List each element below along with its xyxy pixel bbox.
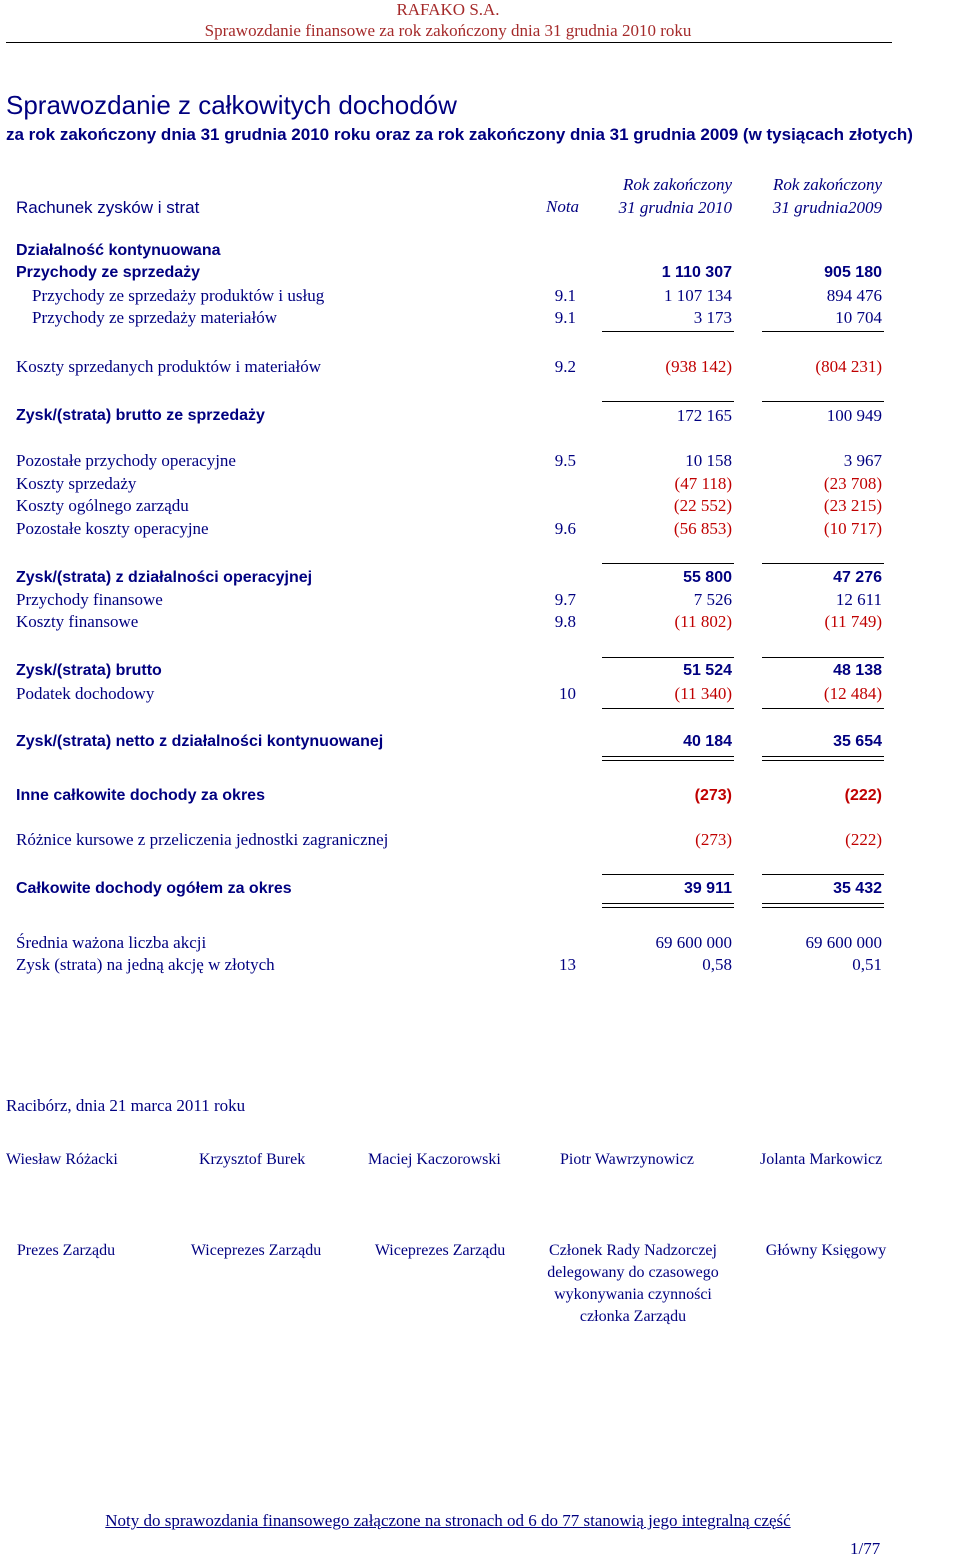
table-row (0, 954, 960, 976)
row-label: Zysk/(strata) brutto (16, 662, 162, 679)
table-row (0, 731, 960, 753)
value-2009: 905 180 (824, 264, 882, 281)
table-row (0, 473, 960, 495)
page-subtitle: za rok zakończony dnia 31 grudnia 2010 roku oraz za rok zakończony dnia 31 grudnia 2009 (w tysiącach złotych) (6, 125, 913, 144)
column-header-2009 (742, 173, 882, 219)
row-note: 9.1 (554, 286, 576, 305)
row-label: Inne całkowite dochody za okres (16, 787, 265, 804)
subtotal-rule (602, 563, 734, 564)
place-and-date: Racibórz, dnia 21 marca 2011 roku (6, 1096, 246, 1115)
row-note: 9.7 (554, 590, 576, 609)
value-2009: 100 949 (826, 406, 882, 425)
subtotal-rule (602, 401, 734, 402)
row-note: 9.8 (554, 612, 576, 631)
signer-role: Wiceprezes Zarządu (190, 1242, 322, 1259)
value-2010: 0,58 (702, 955, 732, 974)
column-header-2009-line2: 31 grudnia2009 (772, 198, 882, 217)
row-label: Zysk/(strata) z działalności operacyjnej (16, 569, 313, 586)
value-2009: (804 231) (815, 357, 882, 376)
row-label: Średnia ważona liczba akcji (16, 933, 207, 952)
value-2009: 47 276 (833, 569, 882, 586)
row-label: Zysk/(strata) netto z działalności kontynuowanej (16, 733, 384, 750)
value-2009: 35 654 (833, 733, 882, 750)
signer-role: Główny Księgowy (765, 1242, 887, 1259)
table-row (0, 262, 960, 284)
value-2010: 51 524 (683, 662, 732, 679)
table-row (0, 495, 960, 517)
row-label: Zysk/(strata) brutto ze sprzedaży (16, 407, 265, 424)
signer-role: Prezes Zarządu (16, 1242, 116, 1259)
value-2009: (11 749) (824, 612, 882, 631)
value-2009: 894 476 (826, 286, 882, 305)
value-2010: (273) (695, 830, 732, 849)
table-row (0, 518, 960, 540)
subtotal-rule (762, 331, 884, 332)
value-2009: 69 600 000 (805, 933, 882, 952)
subtotal-rule (602, 708, 734, 709)
row-label: Przychody ze sprzedaży materiałów (32, 308, 277, 327)
row-label: Zysk (strata) na jedną akcję w złotych (16, 955, 275, 974)
row-note: 13 (559, 955, 576, 974)
signer-role: Członek Rady Nadzorczej delegowany do czasowego wykonywania czynności członka Zarządu (547, 1242, 719, 1325)
table-row (0, 785, 960, 807)
value-2010: 40 184 (683, 733, 732, 750)
row-note: 9.5 (554, 451, 576, 470)
table-row (0, 660, 960, 682)
value-2009: 35 432 (833, 880, 882, 897)
table-row (0, 567, 960, 589)
table-row (0, 611, 960, 633)
table-row (0, 240, 960, 262)
value-2009: (222) (844, 787, 882, 804)
subtotal-rule (602, 874, 734, 875)
value-2010: 3 173 (693, 308, 732, 327)
value-2009: 10 704 (835, 308, 882, 327)
value-2010: 55 800 (683, 569, 732, 586)
value-2010: (56 853) (673, 519, 732, 538)
row-label: Przychody ze sprzedaży produktów i usług (32, 286, 325, 305)
subtotal-rule (762, 708, 884, 709)
footer-note: Noty do sprawozdania finansowego załączone na stronach od 6 do 77 stanowią jego integralną część (105, 1511, 791, 1530)
value-2009: 3 967 (843, 451, 882, 470)
row-note: 10 (559, 684, 576, 703)
row-label: Pozostałe koszty operacyjne (16, 519, 209, 538)
value-2010: 1 107 134 (664, 286, 732, 305)
report-header-subtitle: Sprawozdanie finansowe za rok zakończony dnia 31 grudnia 2010 roku (204, 21, 692, 40)
company-name: RAFAKO S.A. (396, 0, 500, 19)
value-2010: (11 802) (674, 612, 732, 631)
total-double-rule (762, 903, 884, 908)
table-row (0, 307, 960, 329)
row-label: Koszty ogólnego zarządu (16, 496, 189, 515)
value-2010: 1 110 307 (661, 264, 732, 281)
value-2009: (222) (845, 830, 882, 849)
signer-name: Krzysztof Burek (199, 1151, 306, 1168)
value-2009: 48 138 (833, 662, 882, 679)
value-2010: (273) (694, 787, 732, 804)
value-2009: 12 611 (835, 590, 882, 609)
header-rule (6, 42, 892, 43)
value-2010: 172 165 (676, 406, 732, 425)
value-2009: (23 215) (823, 496, 882, 515)
value-2010: (47 118) (674, 474, 732, 493)
row-label: Pozostałe przychody operacyjne (16, 451, 236, 470)
table-row (0, 683, 960, 705)
row-label: Różnice kursowe z przeliczenia jednostki zagranicznej (16, 830, 389, 849)
row-label: Podatek dochodowy (16, 684, 155, 703)
signer-name: Piotr Wawrzynowicz (560, 1151, 694, 1168)
table-row (0, 589, 960, 611)
subtotal-rule (602, 657, 734, 658)
row-label: Przychody finansowe (16, 590, 163, 609)
column-header-2010-line1: Rok zakończony (622, 175, 732, 194)
value-2010: 39 911 (683, 880, 732, 897)
subtotal-rule (762, 563, 884, 564)
value-2010: 69 600 000 (655, 933, 732, 952)
total-double-rule (602, 903, 734, 908)
value-2009: (23 708) (823, 474, 882, 493)
subtotal-rule (762, 874, 884, 875)
page-number: 1/77 (850, 1539, 881, 1558)
subtotal-rule (762, 401, 884, 402)
value-2009: 0,51 (852, 955, 882, 974)
table-row (0, 356, 960, 378)
row-label: Przychody ze sprzedaży (16, 264, 201, 281)
value-2009: (12 484) (823, 684, 882, 703)
row-label: Koszty sprzedanych produktów i materiałów (16, 357, 321, 376)
value-2009: (10 717) (823, 519, 882, 538)
signer-name: Maciej Kaczorowski (368, 1151, 501, 1168)
row-note: 9.1 (554, 308, 576, 327)
value-2010: 7 526 (693, 590, 732, 609)
table-row (0, 285, 960, 307)
table-row (0, 829, 960, 851)
table-row (0, 450, 960, 472)
page-title: Sprawozdanie z całkowitych dochodów (6, 90, 457, 120)
value-2010: (938 142) (665, 357, 732, 376)
section-label: Rachunek zysków i strat (16, 198, 200, 217)
total-double-rule (602, 756, 734, 761)
row-label: Koszty sprzedaży (16, 474, 137, 493)
row-label: Całkowite dochody ogółem za okres (16, 880, 292, 897)
column-header-2010-line2: 31 grudnia 2010 (618, 198, 732, 217)
table-row (0, 932, 960, 954)
row-label: Działalność kontynuowana (16, 242, 221, 259)
value-2010: (11 340) (674, 684, 732, 703)
subtotal-rule (762, 657, 884, 658)
signer-name: Jolanta Markowicz (760, 1151, 883, 1168)
signer-role: Wiceprezes Zarządu (374, 1242, 506, 1259)
nota-column-header: Nota (546, 197, 580, 216)
table-row (0, 878, 960, 900)
signer-name: Wiesław Różacki (6, 1151, 118, 1168)
subtotal-rule (602, 331, 734, 332)
column-header-2009-line1: Rok zakończony (772, 175, 882, 194)
table-row (0, 405, 960, 427)
column-header-2010 (592, 173, 732, 219)
value-2010: 10 158 (685, 451, 732, 470)
row-label: Koszty finansowe (16, 612, 139, 631)
total-double-rule (762, 756, 884, 761)
row-note: 9.6 (554, 519, 576, 538)
row-note: 9.2 (554, 357, 576, 376)
value-2010: (22 552) (673, 496, 732, 515)
